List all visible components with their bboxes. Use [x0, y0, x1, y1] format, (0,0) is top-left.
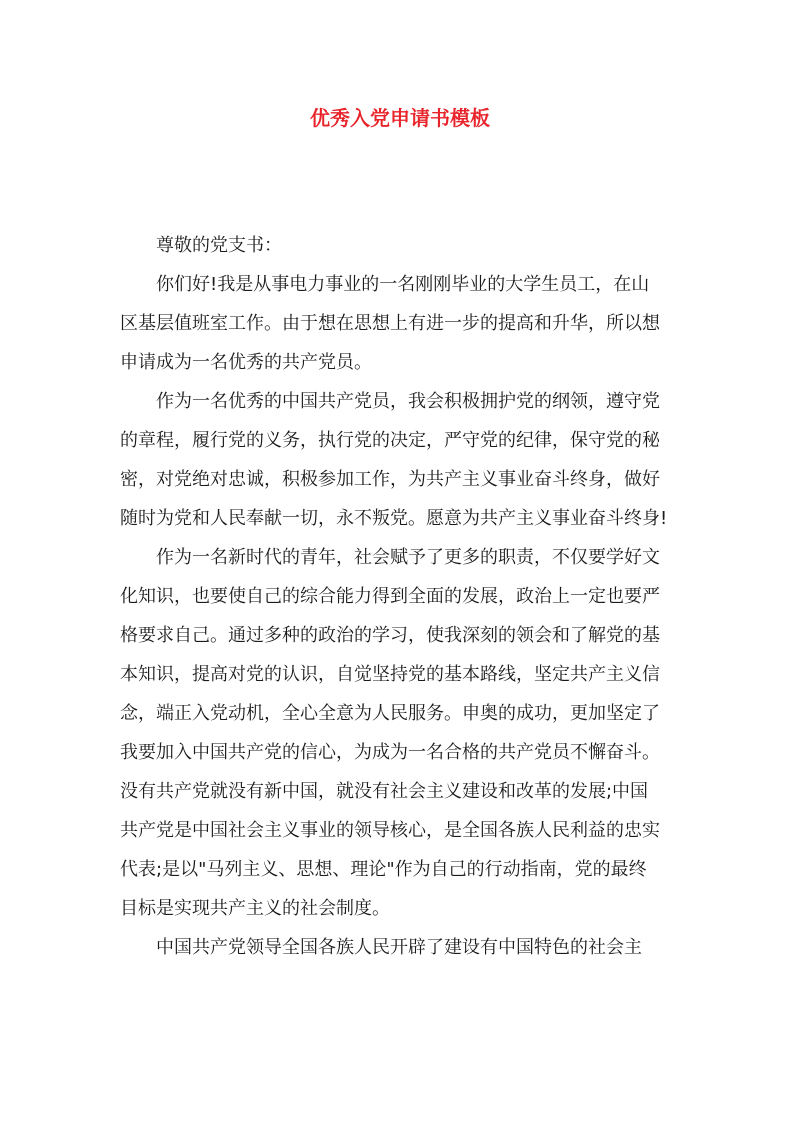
text-line: 区基层值班室工作。由于想在思想上有进一步的提高和升华，所以想 — [120, 313, 660, 334]
document-title: 优秀入党申请书模板 — [310, 106, 490, 130]
text-line: 密，对党绝对忠诚，积极参加工作，为共产主义事业奋斗终身，做好 — [120, 469, 660, 490]
text-line: 本知识，提高对党的认识，自觉坚持党的基本路线，坚定共产主义信 — [120, 664, 660, 685]
document-body — [120, 226, 700, 967]
text-line: 代表;是以"马列主义、思想、理论"作为自己的行动指南，党的最终 — [120, 859, 647, 880]
text-line: 作为一名优秀的中国共产党员，我会积极拥护党的纲领，遵守党 — [156, 391, 660, 412]
salutation: 尊敬的党支书： — [156, 235, 282, 256]
text-line: 作为一名新时代的青年，社会赋予了更多的职责，不仅要学好文 — [156, 547, 660, 568]
text-line: 没有共产党就没有新中国，就没有社会主义建设和改革的发展;中国 — [120, 781, 649, 802]
text-line: 随时为党和人民奉献一切，永不叛党。愿意为共产主义事业奋斗终身! — [120, 508, 668, 529]
text-line: 中国共产党领导全国各族人民开辟了建设有中国特色的社会主 — [156, 937, 642, 958]
text-line: 格要求自己。通过多种的政治的学习，使我深刻的领会和了解党的基 — [120, 625, 660, 646]
text-line: 你们好!我是从事电力事业的一名刚刚毕业的大学生员工，在山 — [156, 274, 650, 295]
text-line: 目标是实现共产主义的社会制度。 — [120, 898, 390, 919]
text-line: 的章程，履行党的义务，执行党的决定，严守党的纪律，保守党的秘 — [120, 430, 660, 451]
text-line: 申请成为一名优秀的共产党员。 — [120, 352, 372, 373]
text-line: 我要加入中国共产党的信心，为成为一名合格的共产党员不懈奋斗。 — [120, 742, 660, 763]
text-line: 念，端正入党动机，全心全意为人民服务。申奥的成功，更加坚定了 — [120, 703, 660, 724]
text-line: 共产党是中国社会主义事业的领导核心，是全国各族人民利益的忠实 — [120, 820, 660, 841]
text-line: 化知识，也要使自己的综合能力得到全面的发展，政治上一定也要严 — [120, 586, 660, 607]
